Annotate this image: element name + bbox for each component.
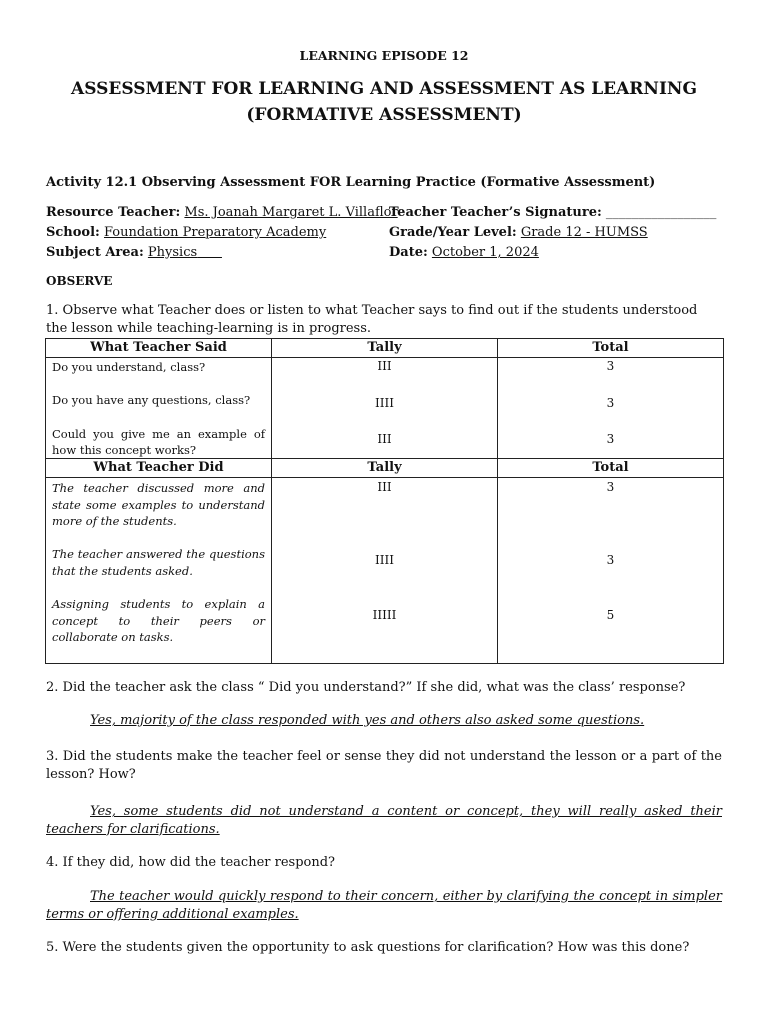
activity-heading: Activity 12.1 Observing Assessment FOR Learning Practice (Formative Assessment) <box>46 175 656 190</box>
school-row <box>46 225 326 240</box>
did-total-cell <box>498 478 724 664</box>
question-1: 1. Observe what Teacher does or listen to what Teacher says to find out if the students understood the lesson while teaching-learning is in progress. <box>46 303 698 336</box>
answer-4 <box>46 888 722 924</box>
did-total-3: 5 <box>606 608 615 622</box>
signature-label: Teacher Teacher’s Signature: <box>389 205 602 220</box>
did-header-activity: What Teacher Did <box>46 459 272 478</box>
did-total-2: 3 <box>606 553 615 567</box>
said-header-row <box>46 339 724 358</box>
school-label: School: <box>46 225 100 240</box>
did-tally-1: III <box>377 480 392 494</box>
resource-teacher-row <box>46 205 398 220</box>
title-line-2: (FORMATIVE ASSESSMENT) <box>246 105 522 125</box>
said-tally-2: IIII <box>375 396 394 410</box>
did-body-row <box>46 478 724 664</box>
resource-teacher-label: Resource Teacher: <box>46 205 181 220</box>
school-value: Foundation Preparatory Academy <box>103 225 327 240</box>
did-item-1: The teacher discussed more and state some examples to understand more of the students. <box>52 481 265 528</box>
did-total-1: 3 <box>606 480 615 494</box>
episode-label: LEARNING EPISODE 12 <box>299 48 469 63</box>
said-total-1: 3 <box>606 359 615 373</box>
did-header-total: Total <box>498 459 724 478</box>
said-item-3: Could you give me an example of how this concept works? <box>52 427 265 457</box>
said-total-2: 3 <box>606 396 615 410</box>
did-header-tally: Tally <box>272 459 498 478</box>
said-item-1: Do you understand, class? <box>52 360 206 374</box>
grade-value: Grade 12 - HUMSS <box>520 225 648 240</box>
title-line-1: ASSESSMENT FOR LEARNING AND ASSESSMENT AS LEARNING <box>71 79 697 99</box>
answer-3 <box>46 803 722 839</box>
said-tally-3: III <box>377 432 392 446</box>
did-header-row <box>46 459 724 478</box>
question-2: 2. Did the teacher ask the class “ Did you understand?” If she did, what was the class’ response? <box>46 680 686 695</box>
date-value: October 1, 2024 <box>431 245 539 260</box>
question-5: 5. Were the students given the opportunity to ask questions for clarification? How was this done? <box>46 940 690 955</box>
document-title <box>0 76 768 128</box>
did-item-3: Assigning students to explain a concept to their peers or collaborate on tasks. <box>52 597 265 644</box>
said-header-tally: Tally <box>272 339 498 358</box>
answer-4-text: The teacher would quickly respond to their concern, either by clarifying the concept in simpler terms or offering additional examples. <box>46 889 722 922</box>
said-item-2: Do you have any questions, class? <box>52 393 251 407</box>
resource-teacher-value: Ms. Joanah Margaret L. Villaflor <box>184 205 398 220</box>
did-tally-2: IIII <box>375 553 394 567</box>
subject-trail <box>197 245 222 260</box>
tally-table <box>45 338 724 664</box>
question-4: 4. If they did, how did the teacher respond? <box>46 855 336 870</box>
answer-2 <box>46 712 722 730</box>
did-item-2: The teacher answered the questions that the students asked. <box>52 547 265 578</box>
date-row <box>389 245 539 260</box>
said-text-cell <box>46 358 272 459</box>
answer-3-text: Yes, some students did not understand a content or concept, they will really asked their teachers for clarifications. <box>46 804 722 837</box>
grade-row <box>389 225 648 240</box>
did-tally-cell <box>272 478 498 664</box>
did-tally-3: IIIII <box>372 608 397 622</box>
said-total-3: 3 <box>606 432 615 446</box>
said-tally-cell <box>272 358 498 459</box>
signature-row <box>389 205 716 220</box>
question-3: 3. Did the students make the teacher feel or sense they did not understand the lesson or a part of the lesson? How? <box>46 749 722 782</box>
did-text-cell <box>46 478 272 664</box>
subject-row <box>46 245 222 260</box>
said-header-activity: What Teacher Said <box>46 339 272 358</box>
date-label: Date: <box>389 245 428 260</box>
signature-line: _________________ <box>605 205 717 220</box>
answer-2-text: Yes, majority of the class responded with yes and others also asked some questions. <box>90 713 645 728</box>
said-body-row <box>46 358 724 459</box>
said-tally-1: III <box>377 359 392 373</box>
said-header-total: Total <box>498 339 724 358</box>
subject-value: Physics <box>147 245 198 260</box>
observe-heading: OBSERVE <box>46 274 113 288</box>
subject-label: Subject Area: <box>46 245 144 260</box>
said-total-cell <box>498 358 724 459</box>
grade-label: Grade/Year Level: <box>389 225 517 240</box>
